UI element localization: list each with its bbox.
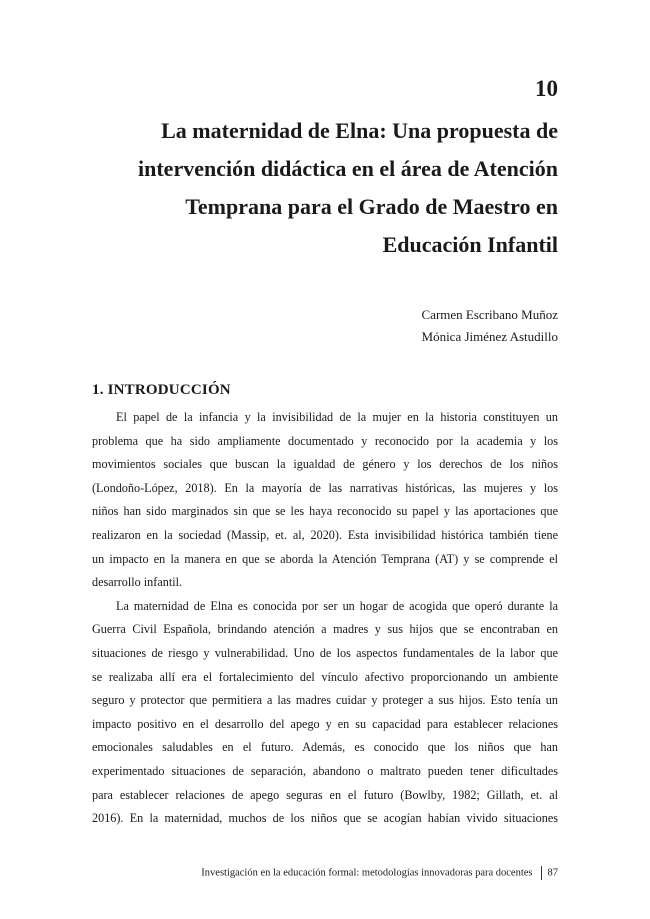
text-line: niños han sido marginados sin que se les haya reconocido su papel y las aportaciones que bbox=[92, 504, 558, 519]
text-line: problema que ha sido ampliamente documentado y reconocido por la academia y los bbox=[92, 433, 558, 448]
section-heading: 1. INTRODUCCIÓN bbox=[92, 382, 231, 398]
body-text bbox=[92, 406, 558, 831]
text-line: 2016). En la maternidad, muchos de los niños que se acogían habían vivido situaciones bbox=[92, 811, 558, 826]
page-footer bbox=[92, 866, 558, 880]
text-line: impacto positivo en el desarrollo del apego y en su capacidad para establecer relaciones bbox=[92, 716, 558, 731]
paragraph-2 bbox=[92, 595, 558, 831]
author-list bbox=[422, 304, 558, 348]
chapter-title bbox=[88, 112, 558, 264]
footer-page-number: 87 bbox=[547, 867, 558, 879]
footer-separator bbox=[541, 866, 542, 880]
text-line: seguro y protector que permitiera a las madres cuidar y proteger a sus hijos. Esto tenía un bbox=[92, 693, 558, 708]
author-name: Carmen Escribano Muñoz bbox=[421, 307, 558, 322]
text-line: realizaron en la sociedad (Massip, et. al, 2020). Esta invisibilidad histórica también tiene bbox=[92, 527, 558, 542]
chapter-title-line: La maternidad de Elna: Una propuesta de bbox=[161, 118, 558, 143]
text-line: (Londoño-López, 2018). En la mayoría de las narrativas históricas, las mujeres y los bbox=[92, 480, 558, 495]
chapter-title-line: Educación Infantil bbox=[382, 232, 558, 257]
text-line: para establecer relaciones de apego seguras en el futuro (Bowlby, 1982; Gillath, et. al bbox=[92, 787, 558, 802]
author-name: Mónica Jiménez Astudillo bbox=[421, 329, 558, 344]
chapter-number: 10 bbox=[535, 76, 558, 101]
text-line: situaciones de riesgo y vulnerabilidad. Uno de los aspectos fundamentales de la labor que bbox=[92, 645, 558, 660]
chapter-title-line: Temprana para el Grado de Maestro en bbox=[185, 194, 558, 219]
text-line: se realizaba allí era el fortalecimiento del vínculo afectivo proporcionando un ambiente bbox=[92, 669, 558, 684]
chapter-title-line: intervención didáctica en el área de Atención bbox=[138, 156, 558, 181]
footer-book-title: Investigación en la educación formal: metodologías innovadoras para docentes bbox=[201, 867, 533, 879]
text-line: La maternidad de Elna es conocida por ser un hogar de acogida que operó durante la bbox=[116, 598, 558, 613]
text-line: Guerra Civil Española, brindando atención a madres y sus hijos que se encontraban en bbox=[92, 622, 558, 637]
text-line: movimientos sociales que buscan la igualdad de género y los derechos de los niños bbox=[92, 457, 558, 472]
text-line: El papel de la infancia y la invisibilidad de la mujer en la historia constituyen un bbox=[116, 410, 558, 424]
text-line: emocionales saludables en el futuro. Además, es conocido que los niños que han bbox=[92, 740, 558, 755]
text-line: desarrollo infantil. bbox=[92, 575, 183, 590]
text-line: un impacto en la manera en que se aborda la Atención Temprana (AT) y se comprende el bbox=[92, 551, 558, 566]
paragraph-1 bbox=[92, 406, 558, 595]
text-line: experimentado situaciones de separación, abandono o maltrato pueden tener dificultades bbox=[92, 763, 558, 778]
